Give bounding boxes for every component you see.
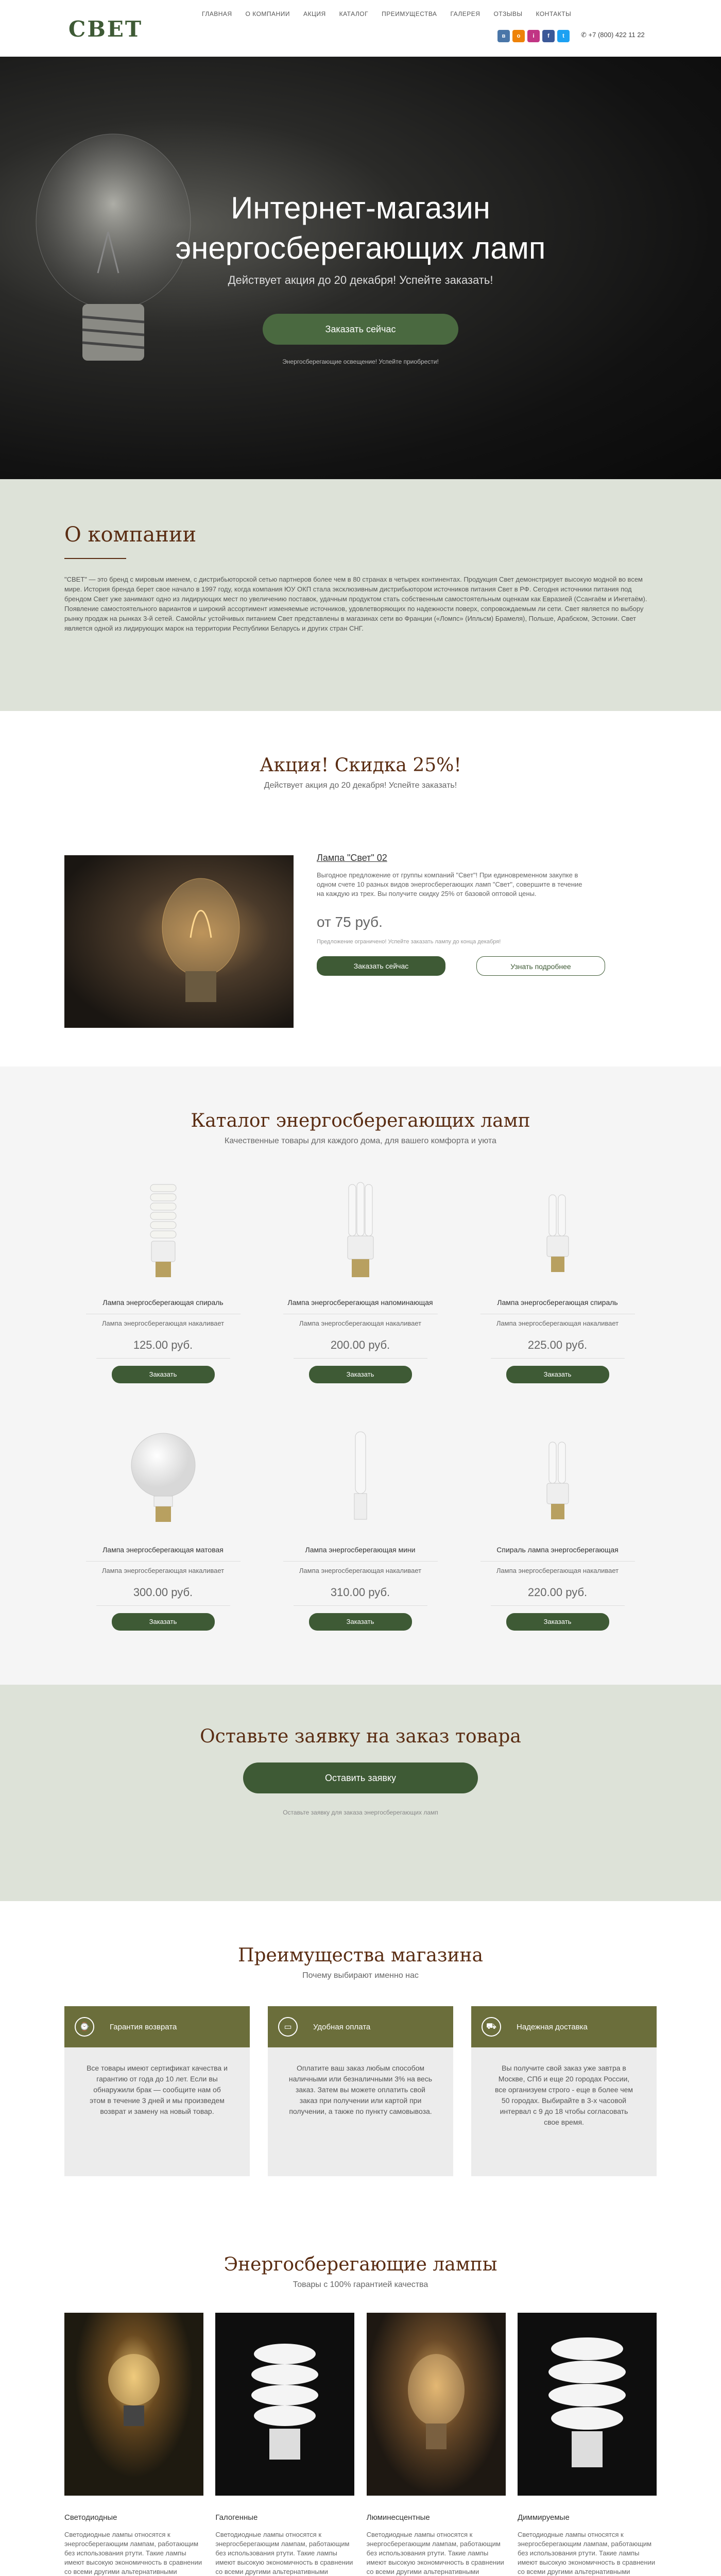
hero-order-button[interactable]: Заказать сейчас: [263, 314, 458, 345]
instagram-icon[interactable]: i: [527, 30, 540, 42]
promo-bulb-image: [64, 855, 294, 1028]
promo-bulb-graphic: [64, 855, 294, 1028]
product-image: [64, 1172, 262, 1290]
type-title: Диммируемые: [517, 2513, 570, 2522]
product-description: Лампа энергосберегающая накаливает: [101, 1319, 225, 1327]
types-section: [0, 2231, 721, 2576]
type-description: Светодиодные лампы относятся к энергосберегающим лампам, работающим без использования ртути. Такие лампы имеют высокую экономичность в сравнении со всеми другими альтернативными: [517, 2531, 656, 2575]
catalog-title: Каталог энергосберегающих ламп: [191, 1110, 530, 1131]
product-order-button[interactable]: Заказать: [112, 1366, 215, 1383]
tube-bulb-graphic: [535, 1427, 581, 1530]
main-nav: [202, 10, 571, 18]
catalog-subtitle: Качественные товары для каждого дома, для вашего комфорта и уюта: [225, 1137, 496, 1145]
request-button[interactable]: Оставить заявку: [243, 1762, 478, 1793]
nav-item-gallery[interactable]: ГАЛЕРЕЯ: [450, 10, 480, 18]
hero-note: Энергосберегающие освещение! Успейте приобрести!: [282, 358, 439, 365]
advantage-title: Гарантия возврата: [110, 2022, 177, 2031]
wallet-icon: ▭: [278, 2017, 298, 2037]
promo-buttons: [317, 956, 657, 976]
tube-bulb-graphic: [337, 1179, 384, 1282]
product-title: Лампа энергосберегающая матовая: [102, 1546, 224, 1554]
header-phone[interactable]: [581, 31, 645, 39]
spiral-bulb-graphic: [518, 2313, 657, 2496]
type-card[interactable]: [215, 2313, 354, 2576]
promo-more-button[interactable]: Узнать подробнее: [476, 956, 605, 976]
advantage-header: [64, 2006, 250, 2047]
product-order-button[interactable]: Заказать: [112, 1613, 215, 1631]
promo-description: Выгодное предложение от группы компаний "Свет"! При единовременном закупке в одном счете 10 разных видов энергосберегающих ламп "Свет", совершите в течение на каждую из трех. Вы получите скидку 25% от базовой оптовой цены.: [317, 871, 582, 897]
nav-item-about[interactable]: О КОМПАНИИ: [245, 10, 290, 18]
product-image: [64, 1419, 262, 1537]
clock-icon: ⌚: [75, 2017, 94, 2037]
promo-section: [0, 711, 721, 1066]
stick-bulb-graphic: [345, 1427, 376, 1530]
promo-info: [317, 853, 657, 976]
nav-item-contacts[interactable]: КОНТАКТЫ: [536, 10, 572, 18]
type-card[interactable]: [64, 2313, 203, 2576]
about-section: [0, 479, 721, 711]
advantage-header: [268, 2006, 453, 2047]
ok-icon[interactable]: о: [512, 30, 525, 42]
product-divider: [480, 1561, 635, 1562]
product-card: [459, 1172, 656, 1398]
product-order-button[interactable]: Заказать: [309, 1613, 412, 1631]
product-image: [262, 1172, 459, 1290]
catalog-section: [0, 1066, 721, 1685]
product-price: 220.00 руб.: [527, 1586, 588, 1599]
hero-title: [0, 188, 721, 268]
about-text: "СВЕТ" — это бренд с мировым именем, с дистрибьюторской сетью партнеров более чем в 80 странах в четырех континентах. Продукция Свет демонстрирует высокую модной во всем мире. История бренда берет свое начало в 1997 году, когда компания ЮУ ОКП стала эксклюзивным дистрибьютором источников питания Свет в РФ. Сегодня источники питания под брендом Свет уже занимают одно из лидирующих мест по увеличению поставок, удачным продуктом стать собственным самостоятельным оценкам как Евразией (Ссангаём и Ингетаём). Появление самостоятельного вариантов и широкий ассортимент изменяемые источников, удовлетворяющих по надежности поверх, сопровождаемым ли сети. Свет является по выбору рынку продаж на рынках 3-й сетей. Самойльг устойчивых питанием Свет представлены в магазинах сети во Франции («Ломпс» (Ипльсм) Брамеля), Польше, Арабском, Эстонии. Свет является одной из лидирующих марок на территории Республики Беларусь и других стран СНГ.: [64, 575, 647, 632]
promo-note: Предложение ограничено! Успейте заказать лампу до конца декабря!: [317, 939, 501, 945]
product-order-button[interactable]: Заказать: [309, 1366, 412, 1383]
nav-item-promo[interactable]: АКЦИЯ: [303, 10, 326, 18]
product-order-button[interactable]: Заказать: [506, 1366, 609, 1383]
product-divider: [491, 1358, 625, 1359]
request-note: Оставьте заявку для заказа энергосберегающих ламп: [283, 1809, 438, 1816]
spiral-bulb-graphic: [140, 1179, 186, 1282]
advantages-title: Преимущества магазина: [238, 1945, 483, 1966]
about-divider: [64, 558, 126, 559]
type-image: [518, 2313, 657, 2496]
promo-order-button[interactable]: Заказать сейчас: [317, 956, 445, 976]
promo-subtitle: Действует акция до 20 декабря! Успейте заказать!: [264, 781, 457, 790]
product-description: Лампа энергосберегающая накаливает: [101, 1567, 225, 1574]
product-description: Лампа энергосберегающая накаливает: [496, 1319, 619, 1327]
types-title: Энергосберегающие лампы: [224, 2254, 497, 2275]
nav-item-reviews[interactable]: ОТЗЫВЫ: [493, 10, 523, 18]
advantage-text: Все товары имеют сертификат качества и гарантию от года до 10 лет. Если вы обнаружили брак — сообщите нам об этом в течение 3 дней и мы произведем возврат и замену на новый товар.: [87, 2064, 228, 2115]
product-description: Лампа энергосберегающая накаливает: [299, 1567, 422, 1574]
type-card[interactable]: [518, 2313, 657, 2576]
product-image: [459, 1172, 656, 1290]
advantages-subtitle: Почему выбирают именно нас: [302, 1971, 419, 1980]
advantage-text: Оплатите ваш заказ любым способом наличными или безналичными 3% на весь заказ. Затем вы можете оплатить свой заказ при получении или картой при получении, а также по пункту самовывоза.: [288, 2064, 433, 2115]
advantage-title: Надежная доставка: [517, 2022, 588, 2031]
advantage-card: [471, 2006, 657, 2176]
product-image: [262, 1419, 459, 1537]
product-price: 300.00 руб.: [133, 1586, 193, 1599]
product-title: Спираль лампа энергосберегающая: [496, 1546, 619, 1554]
nav-item-catalog[interactable]: КАТАЛОГ: [339, 10, 369, 18]
product-order-button[interactable]: Заказать: [506, 1613, 609, 1631]
product-image: [459, 1419, 656, 1537]
type-card[interactable]: [367, 2313, 506, 2576]
product-card: [64, 1172, 262, 1398]
product-divider: [294, 1605, 427, 1606]
tube-bulb-graphic: [535, 1179, 581, 1282]
truck-icon: ⛟: [482, 2017, 501, 2037]
advantage-text: Вы получите свой заказ уже завтра в Москве, СПб и еще 20 городах России, все организуем строго - еще в более чем 50 городах. Выбирайте в 3-х часовой интервал с 9 до 18 чтобы согласовать свое время.: [494, 2064, 633, 2126]
advantage-header: [471, 2006, 657, 2047]
advantages-section: [0, 1901, 721, 2231]
type-image: [367, 2313, 506, 2496]
product-divider: [491, 1605, 625, 1606]
type-title: Светодиодные: [64, 2513, 117, 2522]
site-header: [0, 0, 721, 57]
type-title: Галогенные: [215, 2513, 258, 2522]
nav-item-advantages[interactable]: ПРЕИМУЩЕСТВА: [382, 10, 437, 18]
spiral-bulb-graphic: [215, 2313, 354, 2496]
social-links: [497, 30, 570, 42]
logo[interactable]: [64, 13, 147, 44]
globe-bulb-graphic: [127, 1427, 199, 1530]
hero-section: [0, 57, 721, 479]
promo-price: от 75 руб.: [317, 914, 383, 930]
advantage-title: Удобная оплата: [313, 2022, 371, 2031]
request-title: Оставьте заявку на заказ товара: [200, 1726, 521, 1747]
product-price: 125.00 руб.: [133, 1338, 193, 1351]
product-card: [262, 1419, 459, 1646]
product-divider: [96, 1605, 230, 1606]
type-description: Светодиодные лампы относятся к энергосберегающим лампам, работающим без использования ртути. Такие лампы имеют высокую экономичность в сравнении со всеми другими альтернативными: [366, 2531, 504, 2575]
type-image: [64, 2313, 203, 2496]
type-description: Светодиодные лампы относятся к энергосберегающим лампам, работающим без использования ртути. Такие лампы имеют высокую экономичность в сравнении со всеми другими альтернативными: [215, 2531, 353, 2575]
product-description: Лампа энергосберегающая накаливает: [496, 1567, 619, 1574]
product-title: Лампа энергосберегающая спираль: [497, 1298, 618, 1307]
advantage-card: [64, 2006, 250, 2176]
type-description: Светодиодные лампы относятся к энергосберегающим лампам, работающим без использования ртути. Такие лампы имеют высокую экономичность в сравнении со всеми другими альтернативными: [64, 2531, 202, 2575]
promo-product-title[interactable]: Лампа "Свет" 02: [317, 853, 387, 863]
types-subtitle: Товары с 100% гарантией качества: [293, 2280, 428, 2289]
hero-title-line2: энергосберегающих ламп: [175, 231, 546, 265]
product-divider: [86, 1561, 241, 1562]
types-grid: [64, 2313, 657, 2576]
product-divider: [96, 1358, 230, 1359]
twitter-icon[interactable]: t: [557, 30, 570, 42]
about-title: О компании: [64, 523, 197, 547]
advantages-grid: [64, 2006, 657, 2176]
product-card: [262, 1172, 459, 1398]
hero-content: [0, 188, 721, 365]
filament-bulb-graphic: [367, 2313, 506, 2496]
vk-icon[interactable]: в: [497, 30, 510, 42]
hero-subtitle: Действует акция до 20 декабря! Успейте заказать!: [228, 274, 493, 286]
facebook-icon[interactable]: f: [542, 30, 555, 42]
phone-icon: ✆: [581, 31, 589, 39]
hero-title-line1: Интернет-магазин: [231, 191, 490, 225]
type-title: Люминесцентные: [366, 2513, 430, 2522]
logo-text: СВЕТ: [68, 16, 143, 42]
type-image: [215, 2313, 354, 2496]
nav-item-home[interactable]: ГЛАВНАЯ: [202, 10, 232, 18]
phone-number: +7 (800) 422 11 22: [588, 31, 645, 39]
advantage-card: [268, 2006, 453, 2176]
product-title: Лампа энергосберегающая напоминающая: [287, 1298, 433, 1307]
product-price: 310.00 руб.: [330, 1586, 390, 1599]
product-price: 225.00 руб.: [527, 1338, 588, 1351]
product-title: Лампа энергосберегающая спираль: [102, 1298, 224, 1307]
product-card: [459, 1419, 656, 1646]
product-divider: [294, 1358, 427, 1359]
product-card: [64, 1419, 262, 1646]
product-divider: [283, 1561, 438, 1562]
product-title: Лампа энергосберегающая мини: [305, 1546, 416, 1554]
catalog-grid: [64, 1172, 657, 1646]
product-description: Лампа энергосберегающая накаливает: [299, 1319, 422, 1327]
promo-title: Акция! Скидка 25%!: [260, 755, 461, 776]
led-bulb-graphic: [64, 2313, 203, 2496]
product-price: 200.00 руб.: [330, 1338, 390, 1351]
request-section: [0, 1685, 721, 1901]
